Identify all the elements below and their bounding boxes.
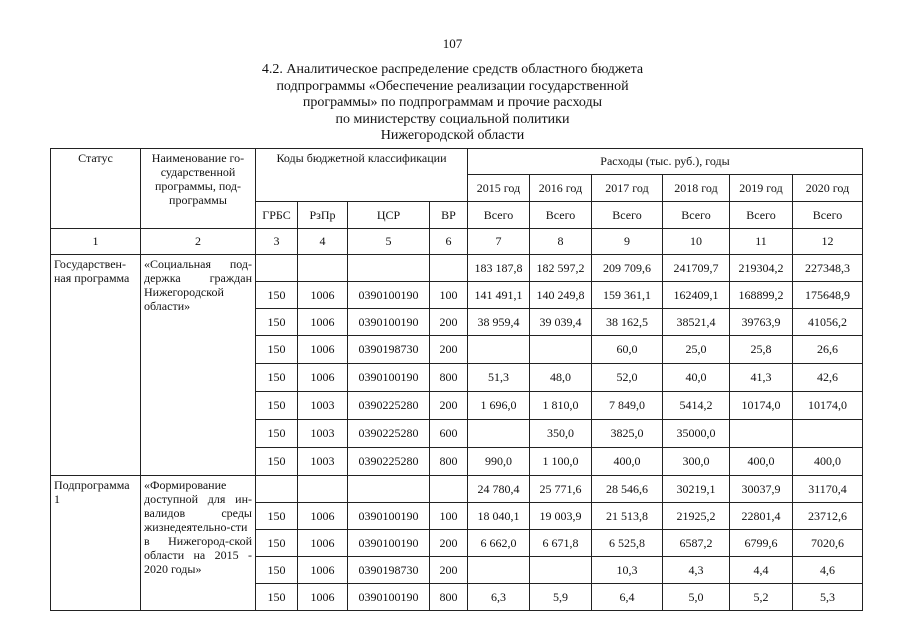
row-status: Подпрограмма 1 bbox=[51, 476, 141, 611]
cell-code: 1003 bbox=[298, 448, 348, 476]
cell-code bbox=[256, 476, 298, 503]
cell-code: 150 bbox=[256, 336, 298, 364]
cell-amount bbox=[468, 420, 530, 448]
cell-amount: 168899,2 bbox=[730, 282, 793, 309]
cell-amount: 5,0 bbox=[663, 584, 730, 611]
cell-amount: 25,0 bbox=[663, 336, 730, 364]
cell-amount: 5414,2 bbox=[663, 392, 730, 420]
header-code-col: ГРБС bbox=[256, 202, 298, 229]
cell-code: 1006 bbox=[298, 336, 348, 364]
column-number: 11 bbox=[730, 229, 793, 255]
header-code-col: ЦСР bbox=[348, 202, 430, 229]
cell-amount: 6587,2 bbox=[663, 530, 730, 557]
cell-amount: 21 513,8 bbox=[592, 503, 663, 530]
cell-amount: 10174,0 bbox=[730, 392, 793, 420]
header-total: Всего bbox=[793, 202, 863, 229]
cell-amount bbox=[730, 420, 793, 448]
cell-amount: 140 249,8 bbox=[530, 282, 592, 309]
cell-amount: 39 039,4 bbox=[530, 309, 592, 336]
cell-amount: 28 546,6 bbox=[592, 476, 663, 503]
header-year: 2016 год bbox=[530, 175, 592, 202]
cell-code: 200 bbox=[430, 336, 468, 364]
cell-code bbox=[298, 255, 348, 282]
cell-amount: 48,0 bbox=[530, 364, 592, 392]
cell-code: 150 bbox=[256, 448, 298, 476]
cell-amount: 38 959,4 bbox=[468, 309, 530, 336]
header-total: Всего bbox=[592, 202, 663, 229]
cell-code: 150 bbox=[256, 557, 298, 584]
cell-amount: 6,4 bbox=[592, 584, 663, 611]
cell-code: 0390100190 bbox=[348, 364, 430, 392]
cell-code: 0390198730 bbox=[348, 557, 430, 584]
cell-amount: 10174,0 bbox=[793, 392, 863, 420]
cell-code: 0390100190 bbox=[348, 584, 430, 611]
header-total: Всего bbox=[530, 202, 592, 229]
cell-amount: 182 597,2 bbox=[530, 255, 592, 282]
header-total: Всего bbox=[468, 202, 530, 229]
column-number: 8 bbox=[530, 229, 592, 255]
cell-amount: 38521,4 bbox=[663, 309, 730, 336]
cell-amount: 6799,6 bbox=[730, 530, 793, 557]
cell-amount: 30219,1 bbox=[663, 476, 730, 503]
header-name: Наименование го-сударственной программы, под-программы bbox=[141, 149, 256, 229]
cell-code: 0390100190 bbox=[348, 530, 430, 557]
cell-amount: 5,2 bbox=[730, 584, 793, 611]
cell-code bbox=[256, 255, 298, 282]
cell-code: 1006 bbox=[298, 282, 348, 309]
cell-amount: 209 709,6 bbox=[592, 255, 663, 282]
cell-code: 100 bbox=[430, 503, 468, 530]
cell-code: 800 bbox=[430, 584, 468, 611]
cell-amount: 4,3 bbox=[663, 557, 730, 584]
header-code-col: РзПр bbox=[298, 202, 348, 229]
cell-amount: 52,0 bbox=[592, 364, 663, 392]
cell-code: 0390100190 bbox=[348, 309, 430, 336]
cell-amount: 300,0 bbox=[663, 448, 730, 476]
cell-amount: 1 810,0 bbox=[530, 392, 592, 420]
cell-code: 200 bbox=[430, 530, 468, 557]
column-number: 7 bbox=[468, 229, 530, 255]
cell-amount: 22801,4 bbox=[730, 503, 793, 530]
cell-amount: 175648,9 bbox=[793, 282, 863, 309]
cell-amount: 400,0 bbox=[793, 448, 863, 476]
cell-code bbox=[298, 476, 348, 503]
header-total: Всего bbox=[730, 202, 793, 229]
header-codes: Коды бюджетной классификации bbox=[256, 149, 468, 202]
title-line: программы» по подпрограммам и прочие расходы bbox=[302, 95, 603, 110]
cell-code: 0390225280 bbox=[348, 392, 430, 420]
title-line: по министерству социальной политики bbox=[335, 111, 570, 127]
cell-amount: 183 187,8 bbox=[468, 255, 530, 282]
cell-amount: 25,8 bbox=[730, 336, 793, 364]
column-number: 10 bbox=[663, 229, 730, 255]
column-number: 1 bbox=[51, 229, 141, 255]
cell-amount: 40,0 bbox=[663, 364, 730, 392]
page-number: 107 bbox=[442, 36, 463, 51]
cell-code: 200 bbox=[430, 557, 468, 584]
cell-code: 150 bbox=[256, 503, 298, 530]
cell-amount: 24 780,4 bbox=[468, 476, 530, 503]
cell-code: 150 bbox=[256, 530, 298, 557]
cell-amount: 990,0 bbox=[468, 448, 530, 476]
cell-amount: 1 696,0 bbox=[468, 392, 530, 420]
cell-code: 1006 bbox=[298, 584, 348, 611]
cell-amount bbox=[530, 557, 592, 584]
cell-amount: 6 671,8 bbox=[530, 530, 592, 557]
header-row bbox=[51, 149, 863, 175]
cell-amount: 10,3 bbox=[592, 557, 663, 584]
document-title bbox=[180, 62, 725, 145]
column-number: 6 bbox=[430, 229, 468, 255]
cell-amount: 159 361,1 bbox=[592, 282, 663, 309]
cell-amount: 241709,7 bbox=[663, 255, 730, 282]
cell-amount: 6 525,8 bbox=[592, 530, 663, 557]
row-status: Государствен-ная программа bbox=[51, 255, 141, 476]
cell-amount bbox=[793, 420, 863, 448]
header-code-col: ВР bbox=[430, 202, 468, 229]
header-year: 2018 год bbox=[663, 175, 730, 202]
cell-code: 150 bbox=[256, 392, 298, 420]
cell-code bbox=[348, 255, 430, 282]
header-status: Статус bbox=[51, 149, 141, 229]
column-number: 12 bbox=[793, 229, 863, 255]
header-year: 2019 год bbox=[730, 175, 793, 202]
title-line: Нижегородской области bbox=[380, 128, 525, 143]
header-expenses: Расходы (тыс. руб.), годы bbox=[468, 149, 863, 175]
cell-amount: 3825,0 bbox=[592, 420, 663, 448]
cell-amount: 31170,4 bbox=[793, 476, 863, 503]
cell-amount: 30037,9 bbox=[730, 476, 793, 503]
row-program-name: «Социальная под-держка граждан Нижегородской области» bbox=[141, 255, 256, 476]
cell-amount: 7 849,0 bbox=[592, 392, 663, 420]
cell-code: 0390225280 bbox=[348, 448, 430, 476]
title-line: подпрограммы «Обеспечение реализации государственной bbox=[276, 78, 629, 94]
cell-amount: 141 491,1 bbox=[468, 282, 530, 309]
cell-amount: 219304,2 bbox=[730, 255, 793, 282]
cell-amount: 7020,6 bbox=[793, 530, 863, 557]
table-row bbox=[51, 255, 863, 282]
cell-code bbox=[430, 476, 468, 503]
cell-amount: 227348,3 bbox=[793, 255, 863, 282]
cell-code: 1006 bbox=[298, 309, 348, 336]
cell-amount: 51,3 bbox=[468, 364, 530, 392]
cell-code: 800 bbox=[430, 364, 468, 392]
cell-code: 150 bbox=[256, 364, 298, 392]
cell-code: 1003 bbox=[298, 420, 348, 448]
cell-amount: 18 040,1 bbox=[468, 503, 530, 530]
cell-amount: 23712,6 bbox=[793, 503, 863, 530]
cell-code: 1003 bbox=[298, 392, 348, 420]
cell-code: 800 bbox=[430, 448, 468, 476]
header-total: Всего bbox=[663, 202, 730, 229]
cell-code bbox=[348, 476, 430, 503]
header-year: 2015 год bbox=[468, 175, 530, 202]
column-number: 5 bbox=[348, 229, 430, 255]
cell-amount: 4,6 bbox=[793, 557, 863, 584]
column-number: 4 bbox=[298, 229, 348, 255]
cell-amount: 42,6 bbox=[793, 364, 863, 392]
column-number: 2 bbox=[141, 229, 256, 255]
cell-code: 1006 bbox=[298, 503, 348, 530]
cell-code: 0390100190 bbox=[348, 503, 430, 530]
cell-amount: 19 003,9 bbox=[530, 503, 592, 530]
cell-code: 1006 bbox=[298, 557, 348, 584]
cell-code: 200 bbox=[430, 392, 468, 420]
cell-amount: 60,0 bbox=[592, 336, 663, 364]
cell-code: 0390225280 bbox=[348, 420, 430, 448]
header-year: 2017 год bbox=[592, 175, 663, 202]
cell-amount: 5,9 bbox=[530, 584, 592, 611]
header-year: 2020 год bbox=[793, 175, 863, 202]
cell-amount: 6,3 bbox=[468, 584, 530, 611]
cell-code: 150 bbox=[256, 309, 298, 336]
budget-table bbox=[50, 148, 863, 611]
cell-code: 150 bbox=[256, 420, 298, 448]
cell-amount: 4,4 bbox=[730, 557, 793, 584]
cell-amount: 35000,0 bbox=[663, 420, 730, 448]
cell-amount: 38 162,5 bbox=[592, 309, 663, 336]
cell-code: 0390198730 bbox=[348, 336, 430, 364]
cell-code: 150 bbox=[256, 282, 298, 309]
cell-amount: 41,3 bbox=[730, 364, 793, 392]
cell-amount: 400,0 bbox=[730, 448, 793, 476]
cell-code: 0390100190 bbox=[348, 282, 430, 309]
cell-code: 200 bbox=[430, 309, 468, 336]
cell-code: 150 bbox=[256, 584, 298, 611]
cell-code bbox=[430, 255, 468, 282]
cell-code: 600 bbox=[430, 420, 468, 448]
cell-amount: 41056,2 bbox=[793, 309, 863, 336]
column-number: 3 bbox=[256, 229, 298, 255]
table-row bbox=[51, 476, 863, 503]
cell-amount: 1 100,0 bbox=[530, 448, 592, 476]
column-number: 9 bbox=[592, 229, 663, 255]
cell-amount: 39763,9 bbox=[730, 309, 793, 336]
cell-amount: 400,0 bbox=[592, 448, 663, 476]
cell-code: 1006 bbox=[298, 530, 348, 557]
column-numbers-row bbox=[51, 229, 863, 255]
cell-amount: 6 662,0 bbox=[468, 530, 530, 557]
cell-amount: 350,0 bbox=[530, 420, 592, 448]
row-program-name: «Формирование доступной для ин-валидов среды жизнедеятельно-сти в Нижегород-ской области на 2015 - 2020 годы» bbox=[141, 476, 256, 611]
cell-amount: 21925,2 bbox=[663, 503, 730, 530]
cell-code: 100 bbox=[430, 282, 468, 309]
cell-amount bbox=[468, 336, 530, 364]
title-line: 4.2. Аналитическое распределение средств областного бюджета bbox=[261, 62, 644, 77]
cell-amount: 162409,1 bbox=[663, 282, 730, 309]
cell-amount bbox=[530, 336, 592, 364]
cell-amount bbox=[468, 557, 530, 584]
cell-amount: 26,6 bbox=[793, 336, 863, 364]
cell-amount: 5,3 bbox=[793, 584, 863, 611]
cell-code: 1006 bbox=[298, 364, 348, 392]
cell-amount: 25 771,6 bbox=[530, 476, 592, 503]
